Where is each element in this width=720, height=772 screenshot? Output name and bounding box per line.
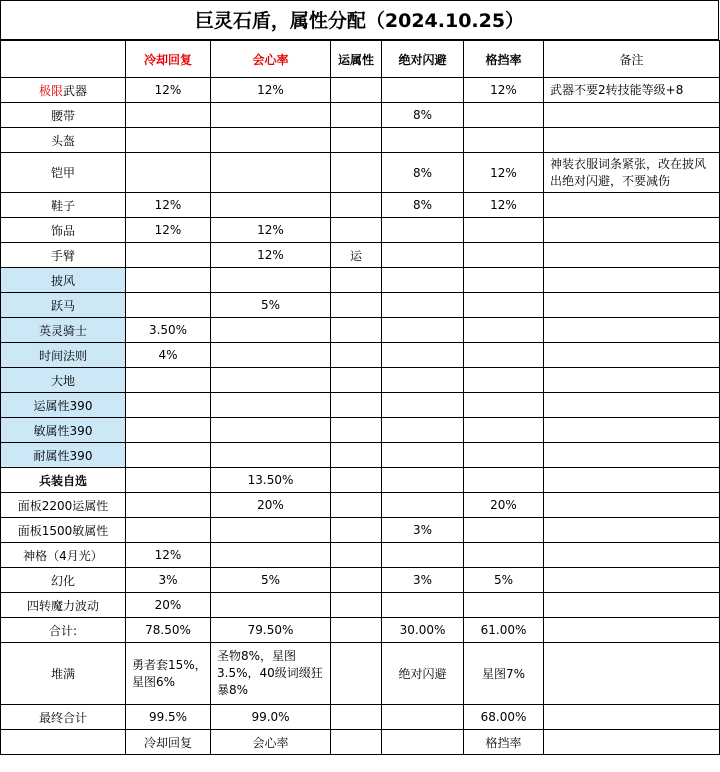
cell-block-rate: 格挡率	[464, 730, 544, 755]
cell-luck	[331, 268, 382, 293]
cell-evasion	[382, 393, 464, 418]
cell-luck	[331, 393, 382, 418]
cell-notes	[544, 103, 720, 128]
cell-block-rate	[464, 103, 544, 128]
cell-block-rate	[464, 318, 544, 343]
table-row	[1, 393, 720, 418]
row-label: 敏属性390	[1, 418, 126, 443]
cell-crit-rate: 79.50%	[211, 618, 331, 643]
cell-cooldown	[126, 393, 211, 418]
cell-notes	[544, 128, 720, 153]
row-label: 头盔	[1, 128, 126, 153]
cell-block-rate: 12%	[464, 193, 544, 218]
cell-notes	[544, 218, 720, 243]
cell-crit-rate	[211, 368, 331, 393]
row-label: 时间法则	[1, 343, 126, 368]
table-row	[1, 543, 720, 568]
cell-crit-rate	[211, 593, 331, 618]
cell-crit-rate: 圣物8%，星图3.5%，40级词缀狂暴8%	[211, 643, 331, 705]
cell-cooldown	[126, 103, 211, 128]
cell-crit-rate: 12%	[211, 243, 331, 268]
cell-notes	[544, 318, 720, 343]
cell-notes: 神装衣服词条紧张，改在披风出绝对闪避，不要减伤	[544, 153, 720, 193]
table-row	[1, 443, 720, 468]
cell-cooldown: 99.5%	[126, 705, 211, 730]
cell-cooldown: 12%	[126, 218, 211, 243]
cell-luck	[331, 318, 382, 343]
sheet-title: 巨灵石盾，属性分配（2024.10.25）	[0, 0, 719, 40]
cell-crit-rate: 12%	[211, 78, 331, 103]
row-label: 鞋子	[1, 193, 126, 218]
cell-crit-rate	[211, 103, 331, 128]
cell-cooldown	[126, 128, 211, 153]
row-label: 铠甲	[1, 153, 126, 193]
cell-luck	[331, 543, 382, 568]
cell-luck	[331, 418, 382, 443]
cell-cooldown: 12%	[126, 78, 211, 103]
cell-cooldown: 3.50%	[126, 318, 211, 343]
cell-crit-rate: 99.0%	[211, 705, 331, 730]
cell-cooldown: 4%	[126, 343, 211, 368]
cell-luck	[331, 293, 382, 318]
table-row	[1, 268, 720, 293]
cell-evasion	[382, 493, 464, 518]
row-label: 面板1500敏属性	[1, 518, 126, 543]
cell-block-rate	[464, 543, 544, 568]
cell-block-rate	[464, 128, 544, 153]
cell-crit-rate: 12%	[211, 218, 331, 243]
row-label: 披风	[1, 268, 126, 293]
cell-evasion: 30.00%	[382, 618, 464, 643]
cell-luck: 运	[331, 243, 382, 268]
cell-cooldown: 冷却回复	[126, 730, 211, 755]
table-row	[1, 568, 720, 593]
cell-evasion	[382, 243, 464, 268]
header-cell-empty	[1, 41, 126, 78]
row-label: 腰带	[1, 103, 126, 128]
row-label: 四转魔力波动	[1, 593, 126, 618]
cell-cooldown	[126, 443, 211, 468]
table-row	[1, 618, 720, 643]
table-row	[1, 243, 720, 268]
cell-luck	[331, 493, 382, 518]
cell-evasion	[382, 418, 464, 443]
cell-luck	[331, 78, 382, 103]
row-label: 饰品	[1, 218, 126, 243]
table-row	[1, 368, 720, 393]
cell-evasion	[382, 293, 464, 318]
cell-luck	[331, 705, 382, 730]
row-label: 面板2200运属性	[1, 493, 126, 518]
cell-block-rate: 5%	[464, 568, 544, 593]
cell-notes	[544, 343, 720, 368]
cell-notes	[544, 705, 720, 730]
table-row	[1, 468, 720, 493]
table-row	[1, 218, 720, 243]
cell-luck	[331, 153, 382, 193]
table-row	[1, 705, 720, 730]
cell-crit-rate: 5%	[211, 293, 331, 318]
cell-crit-rate: 会心率	[211, 730, 331, 755]
cell-luck	[331, 128, 382, 153]
cell-cooldown: 12%	[126, 543, 211, 568]
cell-cooldown: 12%	[126, 193, 211, 218]
cell-crit-rate	[211, 543, 331, 568]
cell-notes	[544, 643, 720, 705]
header-row	[1, 41, 720, 78]
cell-block-rate	[464, 243, 544, 268]
cell-crit-rate	[211, 343, 331, 368]
cell-luck	[331, 103, 382, 128]
cell-notes	[544, 543, 720, 568]
cell-evasion	[382, 593, 464, 618]
cell-notes	[544, 468, 720, 493]
row-label: 跃马	[1, 293, 126, 318]
row-label: 手臂	[1, 243, 126, 268]
cell-luck	[331, 568, 382, 593]
cell-notes	[544, 518, 720, 543]
cell-luck	[331, 368, 382, 393]
header-luck: 运属性	[331, 41, 382, 78]
cell-block-rate	[464, 393, 544, 418]
cell-cooldown: 78.50%	[126, 618, 211, 643]
cell-block-rate: 12%	[464, 78, 544, 103]
cell-cooldown: 勇者套15%，星图6%	[126, 643, 211, 705]
cell-evasion	[382, 543, 464, 568]
cell-evasion: 3%	[382, 568, 464, 593]
cell-cooldown	[126, 153, 211, 193]
cell-evasion	[382, 730, 464, 755]
cell-block-rate	[464, 468, 544, 493]
cell-block-rate	[464, 343, 544, 368]
cell-cooldown	[126, 268, 211, 293]
cell-evasion	[382, 368, 464, 393]
cell-evasion: 8%	[382, 193, 464, 218]
table-row	[1, 193, 720, 218]
row-label	[1, 730, 126, 755]
cell-crit-rate	[211, 128, 331, 153]
cell-notes	[544, 443, 720, 468]
row-label: 神格（4月光）	[1, 543, 126, 568]
cell-notes	[544, 730, 720, 755]
cell-luck	[331, 443, 382, 468]
cell-crit-rate	[211, 153, 331, 193]
cell-crit-rate	[211, 193, 331, 218]
cell-notes	[544, 593, 720, 618]
header-cooldown: 冷却回复	[126, 41, 211, 78]
cell-notes	[544, 193, 720, 218]
cell-luck	[331, 343, 382, 368]
row-label	[1, 78, 126, 103]
cell-evasion	[382, 705, 464, 730]
table-row	[1, 593, 720, 618]
cell-notes	[544, 393, 720, 418]
row-label: 大地	[1, 368, 126, 393]
table-row	[1, 493, 720, 518]
cell-evasion: 8%	[382, 153, 464, 193]
cell-crit-rate: 13.50%	[211, 468, 331, 493]
cell-cooldown: 20%	[126, 593, 211, 618]
cell-evasion	[382, 128, 464, 153]
table-row	[1, 153, 720, 193]
row-label: 幻化	[1, 568, 126, 593]
cell-crit-rate	[211, 318, 331, 343]
cell-crit-rate	[211, 418, 331, 443]
cell-notes	[544, 493, 720, 518]
cell-cooldown	[126, 493, 211, 518]
cell-notes	[544, 568, 720, 593]
cell-block-rate	[464, 443, 544, 468]
cell-crit-rate	[211, 518, 331, 543]
attribute-table	[0, 40, 720, 755]
cell-evasion	[382, 343, 464, 368]
header-evasion: 绝对闪避	[382, 41, 464, 78]
row-label-highlight: 极限	[38, 83, 63, 98]
row-label: 运属性390	[1, 393, 126, 418]
table-row	[1, 293, 720, 318]
cell-evasion: 8%	[382, 103, 464, 128]
cell-evasion	[382, 318, 464, 343]
cell-block-rate: 61.00%	[464, 618, 544, 643]
cell-evasion	[382, 218, 464, 243]
cell-notes	[544, 243, 720, 268]
cell-notes	[544, 618, 720, 643]
cell-evasion	[382, 443, 464, 468]
cell-crit-rate: 5%	[211, 568, 331, 593]
cell-notes	[544, 418, 720, 443]
cell-block-rate: 星图7%	[464, 643, 544, 705]
row-label: 英灵骑士	[1, 318, 126, 343]
table-row	[1, 78, 720, 103]
cell-cooldown	[126, 368, 211, 393]
cell-luck	[331, 468, 382, 493]
row-label: 堆满	[1, 643, 126, 705]
cell-block-rate	[464, 293, 544, 318]
row-label: 兵装自选	[1, 468, 126, 493]
row-label: 合计:	[1, 618, 126, 643]
cell-luck	[331, 518, 382, 543]
cell-crit-rate	[211, 443, 331, 468]
table-row	[1, 730, 720, 755]
cell-notes	[544, 293, 720, 318]
cell-evasion: 3%	[382, 518, 464, 543]
row-label-text: 武器	[63, 83, 88, 98]
cell-luck	[331, 218, 382, 243]
cell-crit-rate	[211, 393, 331, 418]
cell-luck	[331, 618, 382, 643]
cell-notes	[544, 268, 720, 293]
cell-cooldown	[126, 418, 211, 443]
cell-notes	[544, 368, 720, 393]
table-row	[1, 318, 720, 343]
cell-crit-rate: 20%	[211, 493, 331, 518]
cell-luck	[331, 643, 382, 705]
cell-block-rate	[464, 593, 544, 618]
cell-block-rate: 20%	[464, 493, 544, 518]
cell-block-rate	[464, 518, 544, 543]
table-row	[1, 418, 720, 443]
cell-cooldown	[126, 468, 211, 493]
cell-evasion	[382, 268, 464, 293]
table-row	[1, 343, 720, 368]
row-label: 耐属性390	[1, 443, 126, 468]
table-row	[1, 103, 720, 128]
cell-block-rate	[464, 418, 544, 443]
cell-block-rate: 12%	[464, 153, 544, 193]
table-row	[1, 518, 720, 543]
cell-luck	[331, 593, 382, 618]
cell-evasion	[382, 78, 464, 103]
cell-cooldown	[126, 293, 211, 318]
cell-notes: 武器不要2转技能等级+8	[544, 78, 720, 103]
cell-evasion	[382, 468, 464, 493]
cell-cooldown	[126, 243, 211, 268]
cell-cooldown	[126, 518, 211, 543]
cell-luck	[331, 730, 382, 755]
table-row	[1, 128, 720, 153]
cell-crit-rate	[211, 268, 331, 293]
header-crit-rate: 会心率	[211, 41, 331, 78]
cell-block-rate	[464, 268, 544, 293]
header-notes: 备注	[544, 41, 720, 78]
cell-evasion: 绝对闪避	[382, 643, 464, 705]
cell-block-rate	[464, 218, 544, 243]
cell-luck	[331, 193, 382, 218]
cell-block-rate: 68.00%	[464, 705, 544, 730]
cell-block-rate	[464, 368, 544, 393]
table-row	[1, 643, 720, 705]
row-label: 最终合计	[1, 705, 126, 730]
cell-cooldown: 3%	[126, 568, 211, 593]
header-block-rate: 格挡率	[464, 41, 544, 78]
